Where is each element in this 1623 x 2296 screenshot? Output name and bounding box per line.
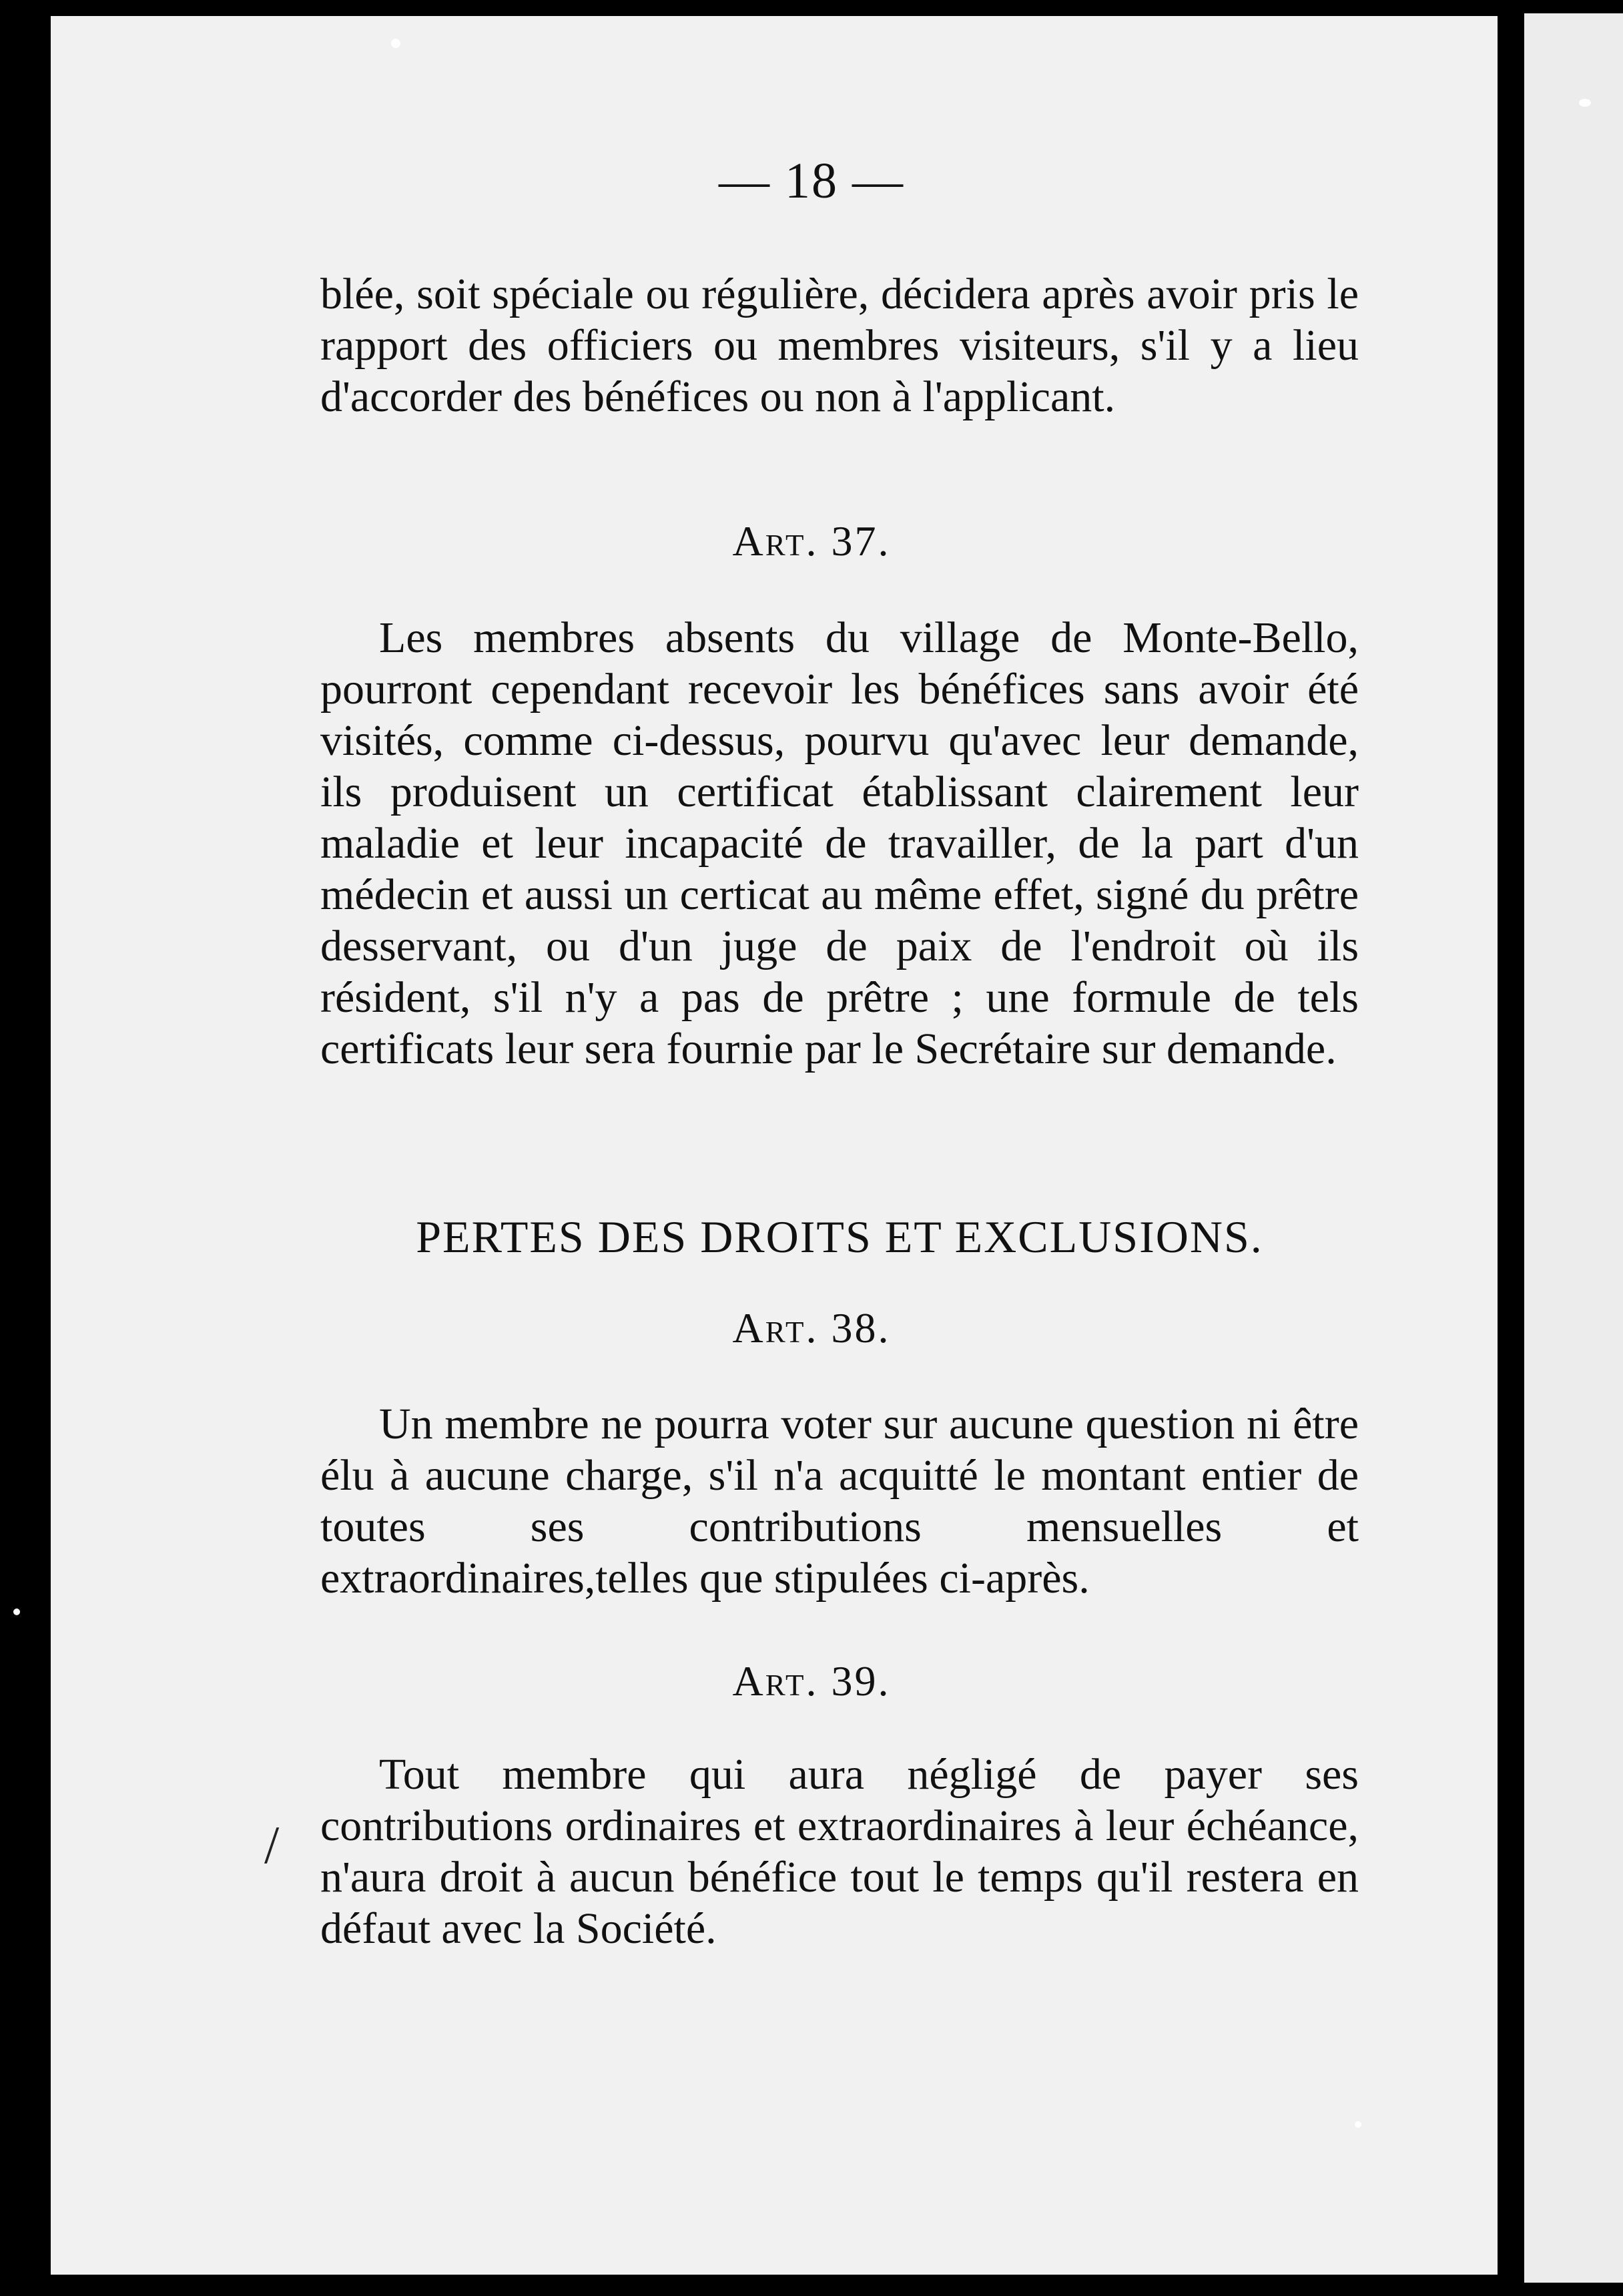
- book-gutter: [1498, 0, 1524, 2296]
- section-heading: PERTES DES DROITS ET EXCLUSIONS.: [416, 1211, 1263, 1262]
- article-39-heading: Art. 39.: [732, 1657, 891, 1705]
- article-37-paragraph: Les membres absents du village de Monte-Bello, pourront cependant recevoir les bénéfices sans avoir été visités, comme ci-dessus, pourvu qu'avec leur demande, ils produisent un certificat établissant clairement leur maladie et leur incapacité de travailler, de la part d'un médecin et aussi un certicat au même effet, signé du prêtre desservant, ou d'un juge de paix de l'endroit où ils résident, s'il n'y a pas de prêtre ; une formule de tels certificats leur sera fournie par le Secrétaire sur demande.: [320, 613, 1359, 1073]
- article-37-block: [320, 612, 1359, 1075]
- adjacent-page-edge: [1524, 13, 1623, 2283]
- margin-pencil-mark: /: [264, 1816, 280, 1875]
- dust-speck: [13, 1609, 20, 1615]
- article-39-paragraph: Tout membre qui aura négligé de payer ses contributions ordinaires et extraordinaires à leur échéance, n'aura droit à aucun bénéfice tout le temps qu'il restera en défaut avec la Société.: [320, 1750, 1359, 1953]
- article-37-heading: Art. 37.: [732, 517, 891, 565]
- dust-speck: [1579, 99, 1591, 107]
- dust-speck: [391, 39, 400, 48]
- article-39-block: [320, 1749, 1359, 1954]
- dust-speck: [1355, 2121, 1361, 2128]
- scan-border-left: [0, 0, 51, 2296]
- page-number: — 18 —: [719, 153, 904, 209]
- article-38-block: [320, 1398, 1359, 1604]
- intro-paragraph-block: [320, 268, 1359, 422]
- article-38-heading: Art. 38.: [732, 1304, 891, 1352]
- intro-paragraph: blée, soit spéciale ou régulière, décidera après avoir pris le rapport des officiers ou membres visiteurs, s'il y a lieu d'accorder des bénéfices ou non à l'applicant.: [320, 270, 1359, 421]
- article-38-paragraph: Un membre ne pourra voter sur aucune question ni être élu à aucune charge, s'il n'a acquitté le montant entier de toutes ses contributions mensuelles et extraordinaires,telles que stipulées ci-après.: [320, 1400, 1359, 1603]
